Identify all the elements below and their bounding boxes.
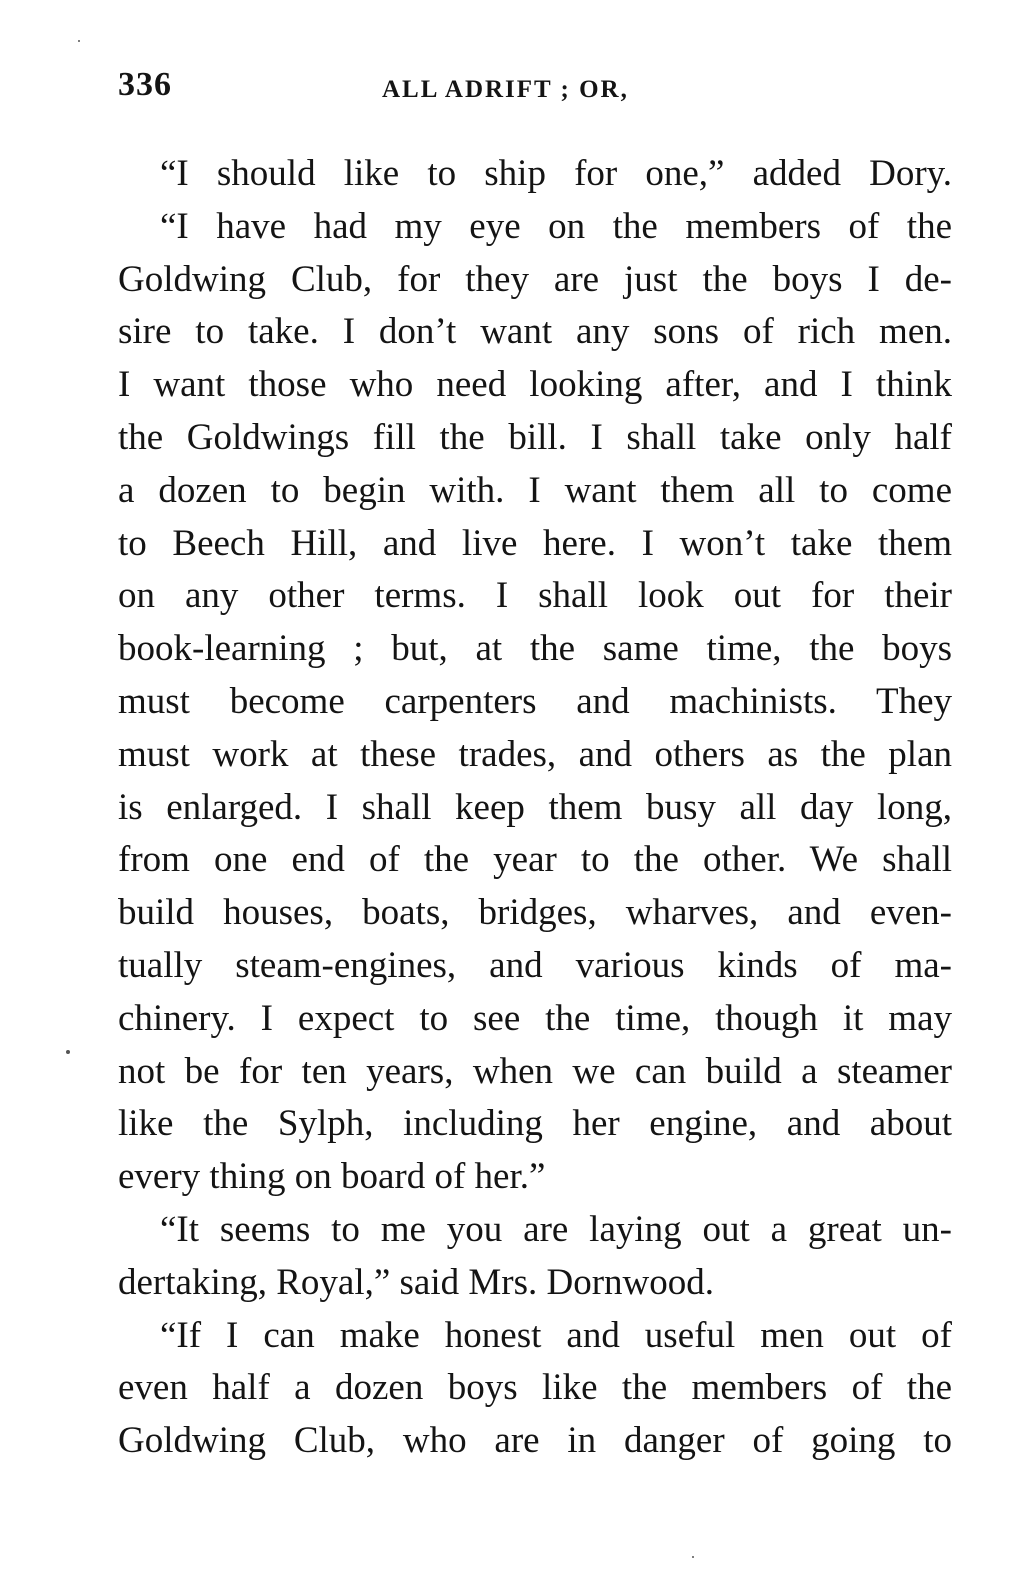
running-head: ALL ADRIFT ; OR, [382,76,629,103]
paper-speck [78,40,80,42]
text-line: “I should like to ship for one,” added Dory. [160,153,952,194]
text-line: not be for ten years, when we can build a steamer [118,1050,952,1092]
text-line: is enlarged. I shall keep them busy all day long, [118,786,952,828]
text-line: sire to take. I don’t want any sons of rich men. [118,311,952,353]
text-line: “I have had my eye on the members of the [160,205,952,247]
text-line: I want those who need looking after, and I think [118,364,952,406]
text-line: “It seems to me you are laying out a great un- [160,1208,952,1250]
paper-speck [692,1556,694,1558]
text-line: Goldwing Club, for they are just the boys I de- [118,258,952,300]
text-line: on any other terms. I shall look out for their [118,575,952,617]
body-text [118,148,952,1468]
text-line: “If I can make honest and useful men out of [160,1314,952,1356]
text-line: every thing on board of her.” [118,1156,546,1198]
text-line: Goldwing Club, who are in danger of going to [118,1420,952,1462]
text-line: the Goldwings fill the bill. I shall take only half [118,416,952,458]
text-line: dertaking, Royal,” said Mrs. Dornwood. [118,1261,715,1303]
text-line: even half a dozen boys like the members of the [118,1367,952,1409]
text-line: build houses, boats, bridges, wharves, and even- [118,892,952,934]
text-line: book-learning ; but, at the same time, the boys [118,628,952,670]
text-line: must become carpenters and machinists. They [118,680,952,722]
paper-speck [66,1050,70,1054]
text-line: to Beech Hill, and live here. I won’t take them [118,522,952,564]
text-line: tually steam-engines, and various kinds of ma- [118,944,952,986]
text-line: a dozen to begin with. I want them all to come [118,469,952,511]
text-line: chinery. I expect to see the time, though it may [118,997,952,1039]
page-number: 336 [118,66,172,103]
page-header [118,66,958,114]
text-line: must work at these trades, and others as the plan [118,733,952,775]
text-line: from one end of the year to the other. We shall [118,839,952,881]
text-line: like the Sylph, including her engine, and about [118,1103,952,1145]
